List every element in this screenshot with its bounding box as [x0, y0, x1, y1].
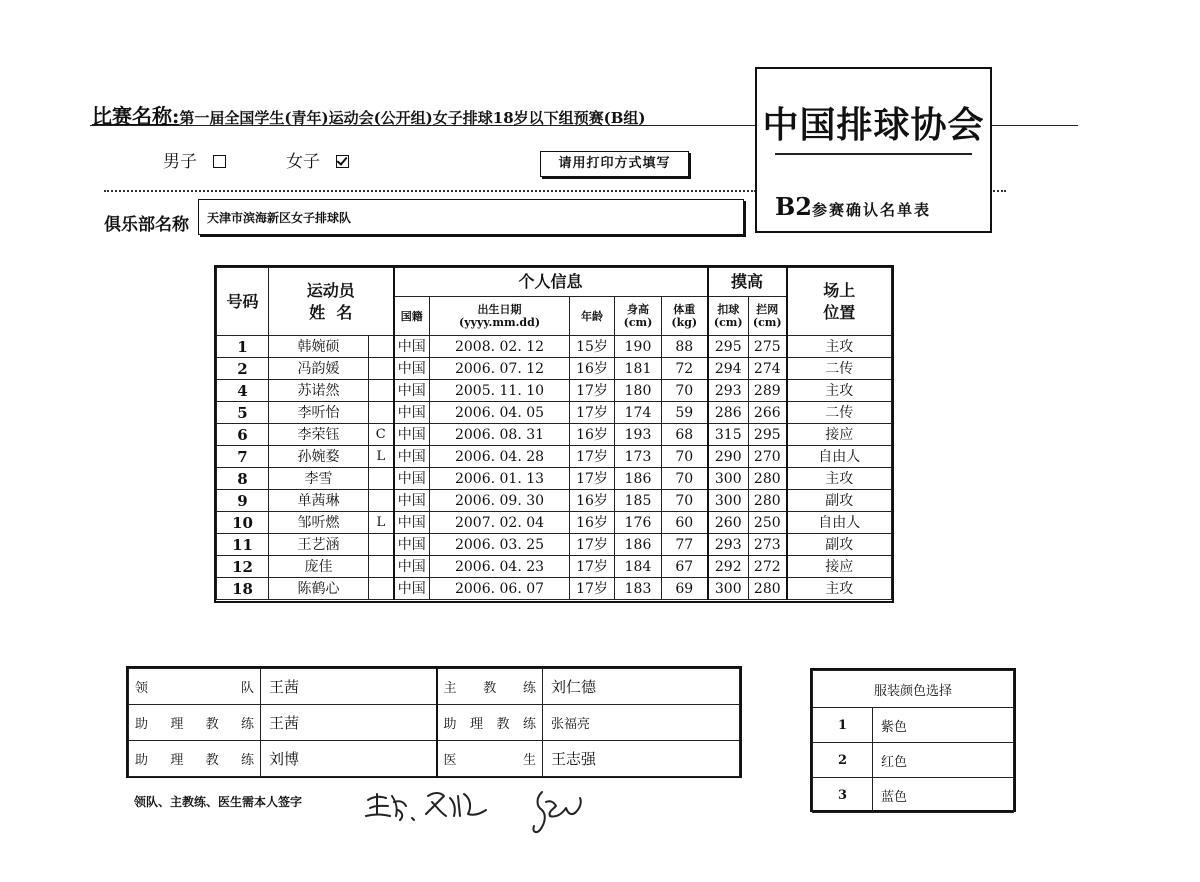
table-row [217, 380, 892, 402]
role-char: 练 [522, 717, 536, 732]
player-name: 韩婉硕 [269, 336, 369, 358]
role-char: 教 [205, 717, 219, 732]
player-block: 274 [749, 358, 787, 380]
association-box [755, 67, 992, 233]
signature-note: 领队、主教练、医生需本人签字 [134, 795, 303, 809]
player-height: 173 [615, 446, 662, 468]
player-spike: 293 [708, 380, 749, 402]
match-underline-right [990, 125, 1078, 126]
asst-coach-label-cell [129, 705, 261, 741]
table-row [217, 578, 892, 600]
player-role [369, 336, 394, 358]
player-block: 266 [749, 402, 787, 424]
player-block: 280 [749, 490, 787, 512]
player-role [369, 402, 394, 424]
player-position: 接应 [787, 556, 892, 578]
player-weight: 59 [662, 402, 708, 424]
asst-coach-2-label-cell [129, 741, 261, 777]
player-block: 275 [749, 336, 787, 358]
player-role: L [369, 512, 394, 534]
player-position: 主攻 [787, 380, 892, 402]
player-height: 186 [615, 468, 662, 490]
leader-label-cell [129, 669, 261, 705]
player-birth: 2006. 09. 30 [430, 490, 570, 512]
player-name: 王艺涵 [269, 534, 369, 556]
role-char: 练 [240, 717, 254, 732]
player-height: 184 [615, 556, 662, 578]
player-spike: 300 [708, 468, 749, 490]
player-spike: 294 [708, 358, 749, 380]
player-weight: 67 [662, 556, 708, 578]
role-char: 助 [443, 717, 457, 732]
role-char: 生 [522, 753, 536, 768]
header-number: 号码 [217, 268, 269, 336]
header-block-l1: 拦网 [756, 303, 779, 316]
player-number: 4 [217, 380, 269, 402]
asst-coach-2-value[interactable]: 刘博 [261, 741, 437, 777]
player-number: 1 [217, 336, 269, 358]
player-birth: 2006. 04. 05 [430, 402, 570, 424]
player-position: 二传 [787, 358, 892, 380]
player-birth: 2006. 04. 23 [430, 556, 570, 578]
player-role: C [369, 424, 394, 446]
player-nationality: 中国 [394, 402, 430, 424]
role-char: 理 [170, 717, 184, 732]
player-birth: 2006. 04. 28 [430, 446, 570, 468]
club-label: 俱乐部名称 [104, 215, 189, 235]
header-block-unit: (cm) [752, 316, 782, 329]
match-underline [90, 125, 756, 126]
uniform-option[interactable] [813, 743, 1014, 778]
player-role [369, 556, 394, 578]
player-weight: 69 [662, 578, 708, 600]
player-age: 16岁 [570, 424, 615, 446]
dotted-divider-right [990, 190, 1006, 192]
header-position-l2: 位置 [823, 302, 856, 322]
player-nationality: 中国 [394, 446, 430, 468]
uniform-title: 服装颜色选择 [813, 671, 1014, 708]
player-age: 17岁 [570, 380, 615, 402]
header-block [749, 297, 787, 336]
uniform-table [812, 670, 1014, 813]
player-birth: 2008. 02. 12 [430, 336, 570, 358]
player-name: 庞佳 [269, 556, 369, 578]
player-spike: 293 [708, 534, 749, 556]
player-weight: 88 [662, 336, 708, 358]
male-label: 男子 [163, 152, 197, 172]
player-position: 副攻 [787, 534, 892, 556]
player-birth: 2006. 06. 07 [430, 578, 570, 600]
asst-coach-label [135, 713, 254, 732]
uniform-option[interactable] [813, 778, 1014, 813]
player-position: 自由人 [787, 446, 892, 468]
player-nationality: 中国 [394, 336, 430, 358]
player-name: 孙婉婺 [269, 446, 369, 468]
player-height: 176 [615, 512, 662, 534]
roster-body [217, 336, 892, 600]
header-weight [662, 297, 708, 336]
player-number: 8 [217, 468, 269, 490]
player-position: 主攻 [787, 336, 892, 358]
player-nationality: 中国 [394, 380, 430, 402]
player-height: 190 [615, 336, 662, 358]
header-age: 年龄 [570, 297, 615, 336]
player-block: 270 [749, 446, 787, 468]
player-role [369, 490, 394, 512]
female-checkbox[interactable] [336, 155, 349, 168]
player-number: 18 [217, 578, 269, 600]
player-spike: 286 [708, 402, 749, 424]
table-row [217, 424, 892, 446]
header-height-l1: 身高 [627, 303, 650, 316]
role-char: 主 [443, 681, 457, 696]
player-block: 295 [749, 424, 787, 446]
association-title: 中国排球协会 [762, 104, 985, 146]
player-height: 185 [615, 490, 662, 512]
club-name: 天津市滨海新区女子排球队 [207, 211, 352, 225]
player-block: 280 [749, 578, 787, 600]
player-name: 单茜琳 [269, 490, 369, 512]
player-name: 冯韵媛 [269, 358, 369, 380]
header-athlete [269, 268, 394, 336]
player-number: 12 [217, 556, 269, 578]
player-age: 17岁 [570, 556, 615, 578]
match-name: 第一届全国学生(青年)运动会(公开组)女子排球18岁以下组预赛(B组) [179, 109, 646, 127]
gender-female [286, 147, 349, 172]
player-role [369, 380, 394, 402]
role-char: 教 [205, 753, 219, 768]
player-nationality: 中国 [394, 358, 430, 380]
role-char: 助 [135, 753, 149, 768]
player-nationality: 中国 [394, 556, 430, 578]
player-age: 16岁 [570, 358, 615, 380]
player-height: 193 [615, 424, 662, 446]
header-spike-unit: (cm) [713, 316, 743, 329]
player-birth: 2006. 01. 13 [430, 468, 570, 490]
roster-table-frame [214, 265, 894, 603]
player-block: 289 [749, 380, 787, 402]
player-age: 15岁 [570, 336, 615, 358]
player-number: 10 [217, 512, 269, 534]
table-row [217, 402, 892, 424]
uniform-option-number: 2 [813, 743, 873, 778]
player-name: 陈鹤心 [269, 578, 369, 600]
club-name-field[interactable] [198, 199, 744, 235]
player-name: 苏诺然 [269, 380, 369, 402]
table-row [217, 358, 892, 380]
player-spike: 300 [708, 490, 749, 512]
uniform-option-color: 蓝色 [873, 778, 1014, 813]
player-nationality: 中国 [394, 424, 430, 446]
role-char: 教 [483, 681, 497, 696]
player-birth: 2006. 03. 25 [430, 534, 570, 556]
player-weight: 72 [662, 358, 708, 380]
player-age: 17岁 [570, 534, 615, 556]
player-number: 7 [217, 446, 269, 468]
player-weight: 70 [662, 446, 708, 468]
doctor-label [444, 749, 537, 768]
player-height: 180 [615, 380, 662, 402]
table-row [217, 512, 892, 534]
leader-label [135, 677, 254, 696]
player-height: 183 [615, 578, 662, 600]
head-coach-label [444, 677, 537, 696]
asst-coach-1-value[interactable]: 王茜 [261, 705, 437, 741]
player-weight: 77 [662, 534, 708, 556]
dotted-divider [104, 190, 756, 192]
role-char: 练 [240, 753, 254, 768]
player-spike: 315 [708, 424, 749, 446]
header-reach: 摸高 [708, 268, 787, 297]
player-age: 16岁 [570, 490, 615, 512]
player-nationality: 中国 [394, 578, 430, 600]
role-char: 理 [469, 717, 483, 732]
uniform-table-frame [810, 668, 1016, 812]
header-height [615, 297, 662, 336]
uniform-option-number: 1 [813, 708, 873, 743]
header-birth-l2: (yyyy.mm.dd) [458, 316, 541, 329]
player-block: 273 [749, 534, 787, 556]
header-weight-l1: 体重 [673, 303, 696, 316]
header-weight-unit: (kg) [671, 316, 698, 329]
player-height: 186 [615, 534, 662, 556]
association-divider [775, 153, 972, 155]
role-char: 教 [496, 717, 510, 732]
match-label: 比赛名称: [92, 104, 180, 128]
player-height: 181 [615, 358, 662, 380]
female-label: 女子 [286, 152, 320, 172]
asst-coach-2-label [135, 749, 254, 768]
header-personal-info: 个人信息 [394, 268, 708, 297]
player-role [369, 578, 394, 600]
player-position: 主攻 [787, 578, 892, 600]
player-birth: 2006. 07. 12 [430, 358, 570, 380]
player-age: 17岁 [570, 468, 615, 490]
player-block: 272 [749, 556, 787, 578]
player-name: 李雪 [269, 468, 369, 490]
print-note-box: 请用打印方式填写 [540, 151, 689, 177]
player-age: 17岁 [570, 578, 615, 600]
header-position [787, 268, 892, 336]
player-spike: 290 [708, 446, 749, 468]
uniform-options [813, 708, 1014, 813]
role-char: 理 [170, 753, 184, 768]
player-name: 邹听燃 [269, 512, 369, 534]
player-weight: 68 [662, 424, 708, 446]
player-age: 16岁 [570, 512, 615, 534]
player-nationality: 中国 [394, 490, 430, 512]
doctor-value[interactable]: 王志强 [543, 741, 740, 777]
player-role [369, 534, 394, 556]
header-athlete-l1: 运动员 [306, 280, 355, 300]
header-position-l1: 场上 [823, 280, 856, 300]
player-spike: 260 [708, 512, 749, 534]
header-athlete-l2: 姓 名 [309, 302, 353, 322]
role-char: 队 [240, 681, 254, 696]
player-weight: 70 [662, 490, 708, 512]
player-number: 2 [217, 358, 269, 380]
handwritten-signatures [360, 772, 620, 842]
player-spike: 300 [708, 578, 749, 600]
table-row [217, 336, 892, 358]
table-row [217, 556, 892, 578]
asst-coach-right-label [444, 713, 537, 732]
player-birth: 2005. 11. 10 [430, 380, 570, 402]
player-position: 自由人 [787, 512, 892, 534]
player-block: 250 [749, 512, 787, 534]
player-spike: 295 [708, 336, 749, 358]
player-number: 6 [217, 424, 269, 446]
form-title [775, 192, 931, 221]
leader-value[interactable]: 王茜 [261, 669, 437, 705]
player-position: 副攻 [787, 490, 892, 512]
form-code: B2 [775, 192, 812, 221]
table-row [217, 490, 892, 512]
staff-table [128, 668, 740, 777]
staff-table-frame [126, 666, 742, 778]
player-role: L [369, 446, 394, 468]
player-age: 17岁 [570, 402, 615, 424]
header-nationality: 国籍 [394, 297, 430, 336]
asst-coach-right-value[interactable]: 张福亮 [543, 705, 740, 741]
header-height-unit: (cm) [623, 316, 653, 329]
header-spike-l1: 扣球 [717, 303, 740, 316]
table-row [217, 534, 892, 556]
player-block: 280 [749, 468, 787, 490]
player-weight: 70 [662, 468, 708, 490]
player-role [369, 358, 394, 380]
role-char: 练 [522, 681, 536, 696]
form-title-text: 参赛确认名单表 [811, 201, 931, 219]
roster-table [216, 267, 892, 600]
player-number: 9 [217, 490, 269, 512]
player-spike: 292 [708, 556, 749, 578]
player-weight: 60 [662, 512, 708, 534]
header-birth-l1: 出生日期 [477, 303, 522, 316]
player-number: 11 [217, 534, 269, 556]
player-role [369, 468, 394, 490]
head-coach-value[interactable]: 刘仁德 [543, 669, 740, 705]
table-row [217, 468, 892, 490]
player-age: 17岁 [570, 446, 615, 468]
player-name: 李听怡 [269, 402, 369, 424]
role-char: 医 [443, 753, 457, 768]
uniform-option-color: 紫色 [873, 708, 1014, 743]
player-position: 主攻 [787, 468, 892, 490]
player-name: 李荣钰 [269, 424, 369, 446]
player-nationality: 中国 [394, 534, 430, 556]
gender-male [163, 147, 226, 172]
role-char: 助 [135, 717, 149, 732]
player-nationality: 中国 [394, 512, 430, 534]
table-row [217, 446, 892, 468]
asst-coach-right-label-cell [437, 705, 543, 741]
player-number: 5 [217, 402, 269, 424]
header-birth [430, 297, 570, 336]
player-weight: 70 [662, 380, 708, 402]
player-position: 接应 [787, 424, 892, 446]
male-checkbox[interactable] [213, 155, 226, 168]
uniform-option-color: 红色 [873, 743, 1014, 778]
player-position: 二传 [787, 402, 892, 424]
player-birth: 2007. 02. 04 [430, 512, 570, 534]
player-birth: 2006. 08. 31 [430, 424, 570, 446]
head-coach-label-cell [437, 669, 543, 705]
uniform-option-number: 3 [813, 778, 873, 813]
header-spike [708, 297, 749, 336]
player-height: 174 [615, 402, 662, 424]
uniform-option[interactable] [813, 708, 1014, 743]
player-nationality: 中国 [394, 468, 430, 490]
role-char: 领 [135, 681, 149, 696]
